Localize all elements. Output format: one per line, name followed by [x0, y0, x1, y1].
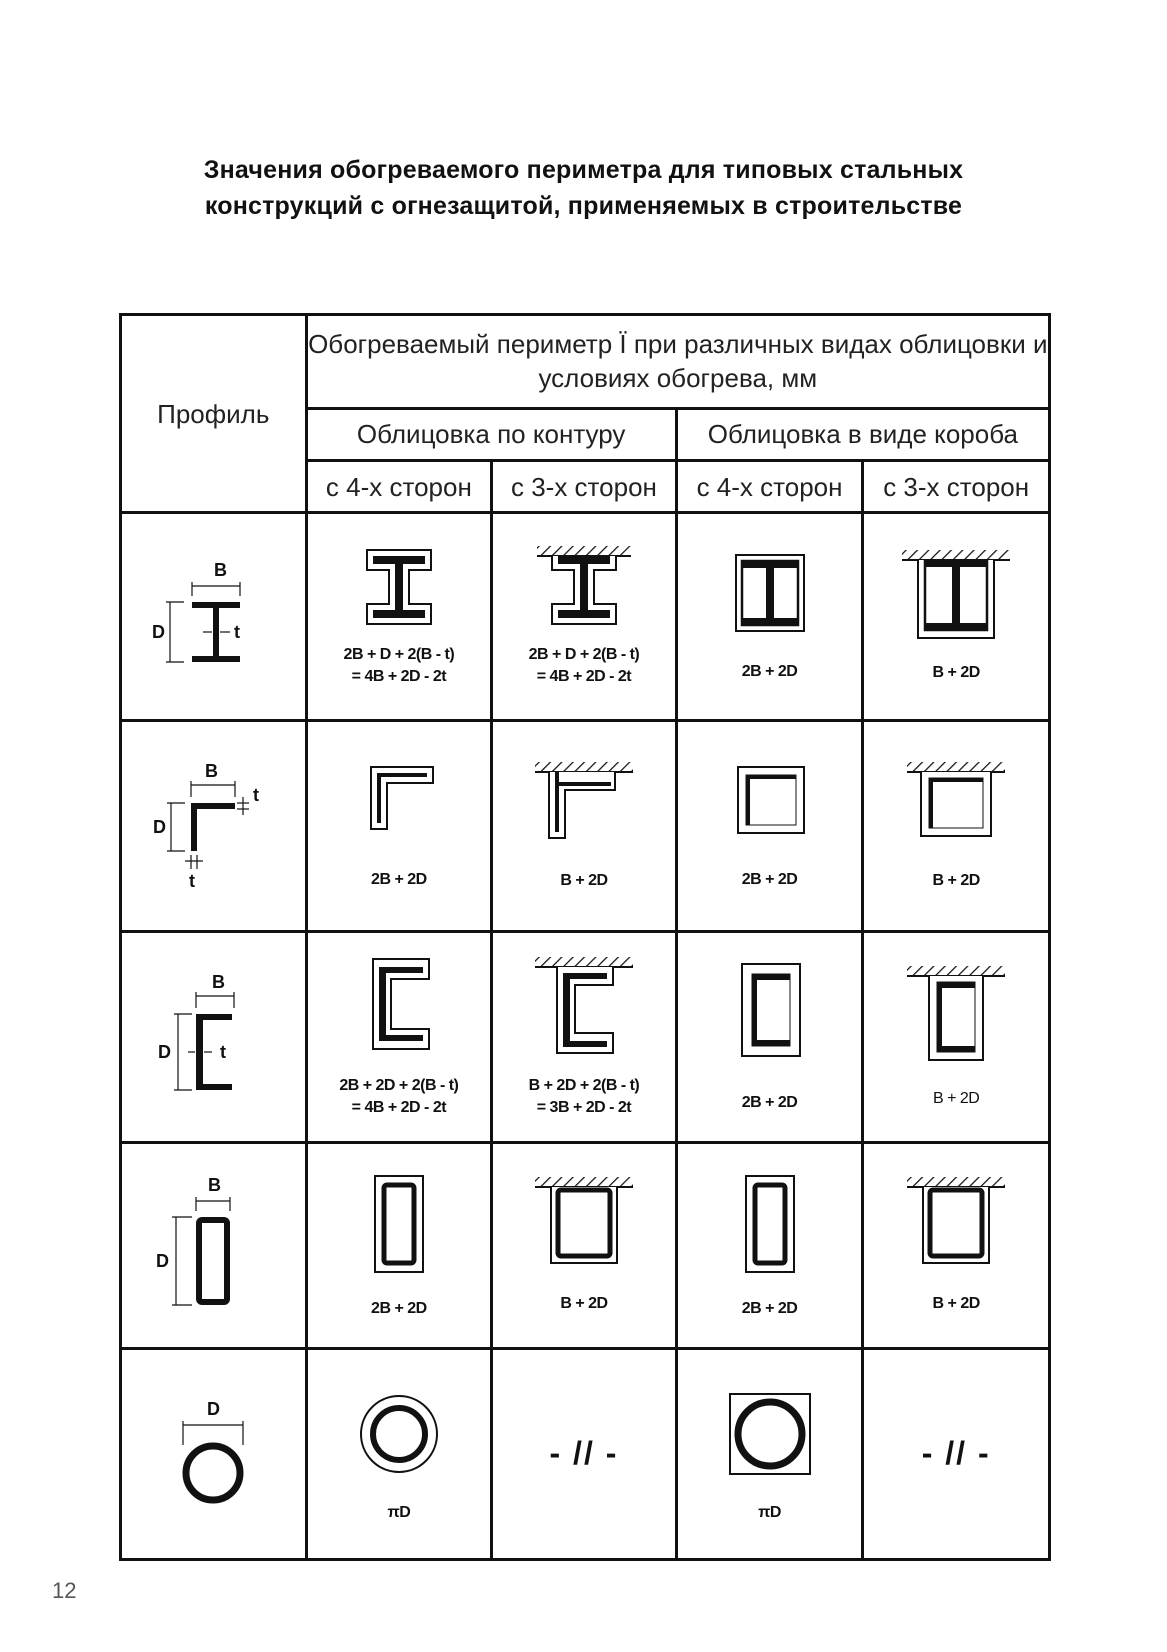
ibeam-box-4-cell [676, 513, 863, 720]
header-contour-4-sides: с 4-х сторон [306, 460, 492, 512]
rect-tube-box-4-cell [676, 1143, 863, 1348]
channel-contour-3-cell [492, 931, 677, 1142]
angle-contour-3-sides-icon [529, 760, 639, 850]
rect-tube-contour-4-sides-icon [349, 1170, 449, 1280]
dim-t-label: t [189, 870, 196, 891]
formula-angle-c4: 2B + 2D [371, 870, 427, 888]
dim-d-label: D [207, 1398, 221, 1419]
channel-box-4-cell [676, 931, 863, 1142]
formula-rect-tube-b4: 2B + 2D [741, 1300, 798, 1318]
angle-contour-3-cell [492, 720, 677, 931]
rect-tube-profile-icon [148, 1175, 278, 1315]
channel-contour-4-cell [306, 931, 492, 1142]
angle-box-3-sides-icon [901, 760, 1011, 850]
formula-round-tube-b4: πD [758, 1503, 781, 1521]
angle-box-3-cell [863, 720, 1050, 931]
title-line-1: Значения обогреваемого периметра для типовых стальных [203, 156, 964, 184]
angle-profile-icon [143, 761, 283, 891]
formula-ibeam-c4-line2: = 4B + 2D - 2t [351, 668, 447, 686]
channel-contour-4-sides-icon [349, 955, 449, 1065]
round-tube-box-3-cell [863, 1348, 1050, 1559]
angle-contour-4-sides-icon [349, 761, 449, 841]
round-tube-profile-icon [153, 1399, 273, 1509]
dim-d-label: D [153, 816, 167, 837]
round-tube-contour-4-sides-icon [349, 1384, 449, 1484]
header-profile: Профиль [121, 315, 307, 513]
angle-box-4-sides-icon [720, 761, 820, 841]
i-beam-profile-icon [148, 556, 278, 676]
formula-channel-c4-line1: 2B + 2D + 2(B - t) [339, 1077, 459, 1095]
formula-ibeam-b4: 2B + 2D [741, 663, 798, 681]
dim-b-label: B [212, 972, 226, 993]
angle-contour-4-cell [306, 720, 492, 931]
formula-ibeam-c3-line2: = 4B + 2D - 2t [536, 668, 632, 686]
table-row-round-tube [121, 1348, 1050, 1559]
profile-cell-rectangular-tube [121, 1143, 307, 1348]
ibeam-contour-4-sides-icon [349, 544, 449, 634]
dim-b-label: B [214, 560, 228, 581]
page-number: 12 [52, 1578, 77, 1603]
header-box-4-sides: с 4-х сторон [676, 460, 863, 512]
formula-round-tube-c4: πD [387, 1503, 411, 1521]
rect-tube-contour-3-cell [492, 1143, 677, 1348]
round-tube-contour-3-cell [492, 1348, 677, 1559]
channel-contour-3-sides-icon [529, 955, 639, 1065]
formula-rect-tube-c4: 2B + 2D [371, 1300, 427, 1318]
profile-cell-round-tube [121, 1348, 307, 1559]
ibeam-box-3-sides-icon [896, 548, 1016, 648]
dim-t-label: t [253, 784, 260, 805]
dim-d-label: D [156, 1251, 170, 1272]
table-row-channel [121, 931, 1050, 1142]
header-box-cladding: Облицовка в виде короба [676, 408, 1049, 460]
rect-tube-box-3-sides-icon [901, 1175, 1011, 1275]
round-tube-box-4-sides-icon [720, 1384, 820, 1484]
formula-rect-tube-c3: B + 2D [560, 1295, 608, 1313]
channel-box-3-sides-icon [901, 964, 1011, 1074]
channel-profile-icon [148, 972, 278, 1102]
formula-angle-c3: B + 2D [560, 871, 608, 889]
perimeter-table [119, 313, 1051, 1561]
table-row-angle [121, 720, 1050, 931]
formula-channel-c4-line2: = 4B + 2D - 2t [351, 1099, 447, 1117]
page-title [0, 152, 1167, 224]
dim-t-label: t [220, 1042, 227, 1063]
ditto-mark-round-b3: - // - [921, 1435, 991, 1472]
channel-box-4-sides-icon [720, 960, 820, 1070]
formula-angle-b4: 2B + 2D [741, 870, 798, 888]
rect-tube-contour-4-cell [306, 1143, 492, 1348]
rect-tube-contour-3-sides-icon [529, 1175, 639, 1275]
ditto-mark-round-c3: - // - [549, 1435, 619, 1472]
profile-cell-channel [121, 931, 307, 1142]
formula-channel-b4: 2B + 2D [741, 1094, 798, 1112]
formula-channel-c3-line2: = 3B + 2D - 2t [536, 1099, 632, 1117]
dim-b-label: B [208, 1175, 222, 1196]
formula-ibeam-b3: B + 2D [932, 664, 980, 682]
formula-ibeam-c3-line1: 2B + D + 2(B - t) [528, 646, 640, 664]
dim-t-label: t [234, 622, 241, 643]
dim-d-label: D [158, 1042, 172, 1063]
profile-cell-i-beam [121, 513, 307, 720]
angle-box-4-cell [676, 720, 863, 931]
ibeam-contour-3-sides-icon [529, 544, 639, 634]
round-tube-contour-4-cell [306, 1348, 492, 1559]
formula-ibeam-c4-line1: 2B + D + 2(B - t) [343, 646, 455, 664]
title-line-2: конструкций с огнезащитой, применяемых в строительстве [204, 192, 963, 220]
formula-rect-tube-b3: B + 2D [932, 1295, 980, 1313]
header-contour-3-sides: с 3-х сторон [492, 460, 677, 512]
header-contour-cladding: Облицовка по контуру [306, 408, 676, 460]
table-row-i-beam [121, 513, 1050, 720]
header-heated-perimeter: Обогреваемый периметр Ï при различных видах облицовки и условиях обогрева, мм [306, 315, 1049, 409]
dim-b-label: B [205, 760, 219, 781]
table-row-rectangular-tube [121, 1143, 1050, 1348]
ibeam-box-3-cell [863, 513, 1050, 720]
rect-tube-box-3-cell [863, 1143, 1050, 1348]
ibeam-box-4-sides-icon [720, 549, 820, 639]
dim-d-label: D [152, 622, 166, 643]
profile-cell-angle [121, 720, 307, 931]
formula-channel-c3-line1: B + 2D + 2(B - t) [528, 1077, 640, 1095]
round-tube-box-4-cell [676, 1348, 863, 1559]
rect-tube-box-4-sides-icon [720, 1170, 820, 1280]
ibeam-contour-3-cell [492, 513, 677, 720]
formula-channel-b3: B + 2D [932, 1090, 980, 1108]
ibeam-contour-4-cell [306, 513, 492, 720]
header-box-3-sides: с 3-х сторон [863, 460, 1050, 512]
formula-angle-b3: B + 2D [932, 871, 980, 889]
channel-box-3-cell [863, 931, 1050, 1142]
